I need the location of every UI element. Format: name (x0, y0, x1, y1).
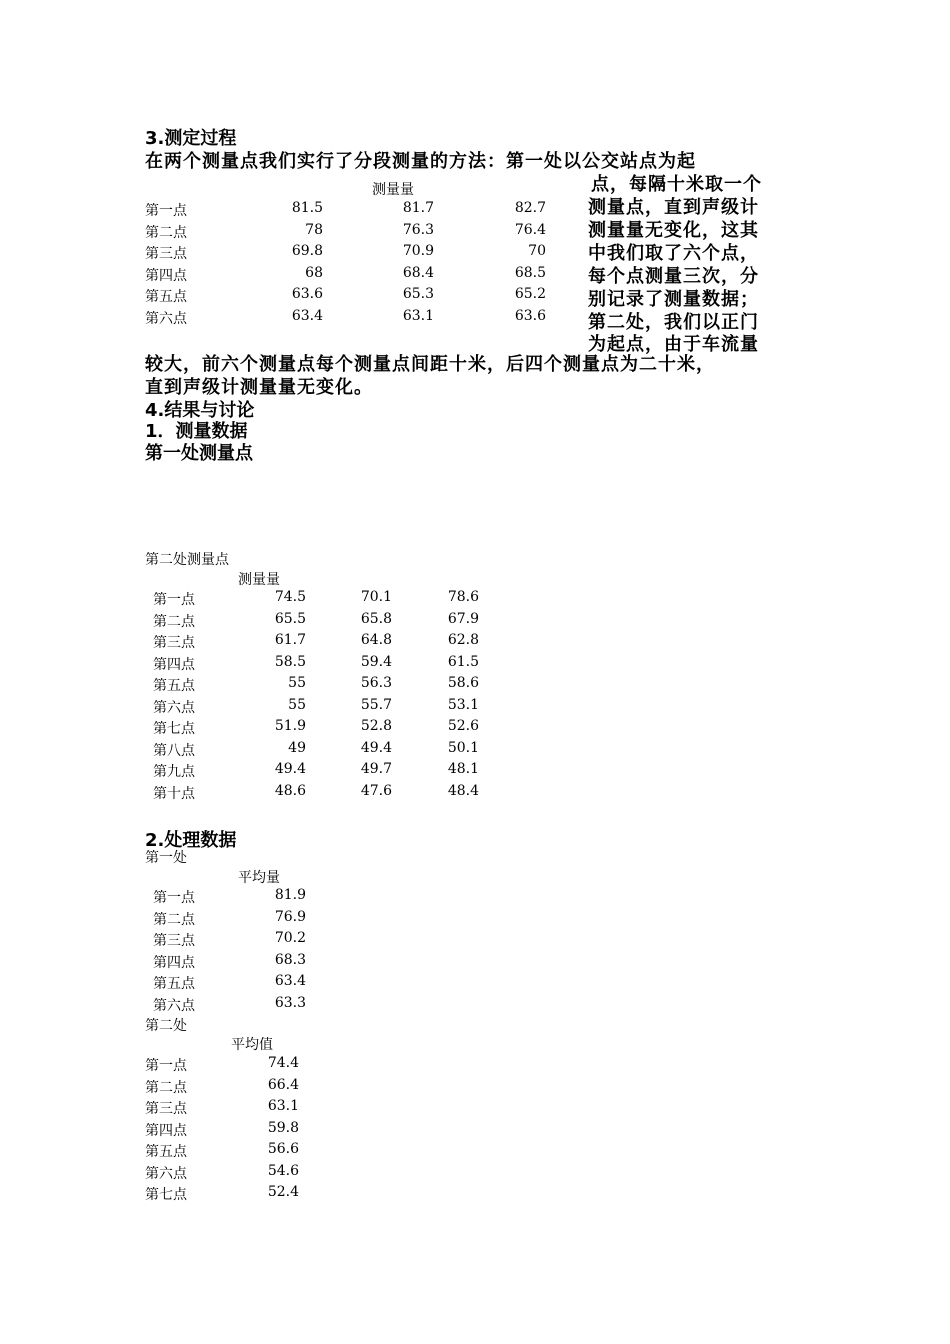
table1-cell: 69.8 (291, 243, 323, 260)
table2-row-label: 第六点 (153, 699, 195, 716)
table1-row-label: 第一点 (145, 203, 187, 219)
section-3-intro: 在两个测量点我们实行了分段测量的方法：第一处以公交站点为起 (145, 151, 696, 172)
table2-cell: 53.1 (447, 696, 479, 713)
table4-row-label: 第五点 (145, 1144, 187, 1160)
side-line: 为起点，由于车流量 (588, 334, 759, 355)
table1-row-label: 第六点 (145, 311, 187, 327)
table2-cell: 65.8 (360, 610, 392, 627)
table2-row-label: 第五点 (153, 678, 195, 694)
table4-row-label: 第一点 (145, 1058, 187, 1074)
table3-row-label: 第四点 (153, 954, 195, 971)
table2-cell: 56.3 (360, 675, 392, 691)
table1-cell: 63.4 (291, 308, 323, 324)
table2-cell: 55 (288, 696, 306, 713)
side-line: 每个点测量三次，分 (588, 266, 759, 287)
section-4-heading: 4.结果与讨论 (145, 400, 255, 421)
table2-cell: 78.6 (447, 589, 479, 605)
table1-cell: 81.5 (291, 200, 323, 216)
section-4-sub2: 第一处测量点 (145, 443, 253, 464)
table2-row-label: 第七点 (153, 721, 195, 737)
table2-cell: 55.7 (360, 696, 392, 713)
table2-cell: 47.6 (360, 782, 392, 799)
table2-row-label: 第一点 (153, 592, 195, 608)
table3-cell: 63.4 (274, 973, 306, 989)
table4-caption: 第二处 (145, 1018, 187, 1034)
table1-header: 测量量 (372, 182, 414, 198)
table3-row-label: 第六点 (153, 997, 195, 1014)
table3-cell: 70.2 (274, 930, 306, 946)
table2-cell: 52.6 (447, 718, 479, 734)
table2-cell: 49.4 (274, 761, 306, 777)
table3-row-label: 第五点 (153, 976, 195, 992)
table1-cell: 82.7 (514, 200, 546, 216)
table2-header: 测量量 (238, 572, 280, 588)
table3-cell: 76.9 (274, 908, 306, 925)
table3-caption: 第一处 (145, 850, 187, 866)
table1-cell: 76.3 (402, 221, 434, 238)
table1-cell: 65.3 (402, 286, 434, 303)
table3-row-label: 第三点 (153, 933, 195, 949)
table2-cell: 59.4 (360, 653, 392, 670)
table3-row-label: 第二点 (153, 911, 195, 928)
table2-row-label: 第九点 (153, 764, 195, 780)
table1-cell: 63.6 (514, 308, 546, 324)
table1-cell: 68.4 (402, 264, 434, 281)
table2-row-label: 第三点 (153, 635, 195, 651)
table2-cell: 70.1 (360, 589, 392, 605)
side-line: 中我们取了六个点， (588, 243, 759, 264)
table2-cell: 65.5 (274, 610, 306, 627)
section-3-tail-2: 直到声级计测量量无变化。 (145, 377, 373, 398)
table1-cell: 70 (528, 243, 546, 260)
table2-row-label: 第八点 (153, 742, 195, 759)
table4-row-label: 第七点 (145, 1187, 187, 1203)
table4-cell: 52.4 (267, 1184, 299, 1200)
table2-cell: 48.4 (447, 782, 479, 799)
table1-row-label: 第四点 (145, 267, 187, 284)
table1-cell: 70.9 (402, 243, 434, 260)
table2-row-label: 第二点 (153, 613, 195, 630)
table2-row-label: 第四点 (153, 656, 195, 673)
table2-cell: 74.5 (274, 589, 306, 605)
table2-cell: 58.6 (447, 675, 479, 691)
table4-row-label: 第四点 (145, 1122, 187, 1139)
table1-cell: 68 (305, 264, 323, 281)
table2-cell: 61.5 (447, 653, 479, 670)
table3-cell: 63.3 (274, 994, 306, 1011)
table4-cell: 66.4 (267, 1076, 299, 1093)
side-line: 第二处，我们以正门 (588, 312, 759, 333)
table4-cell: 74.4 (267, 1055, 299, 1071)
table2-cell: 48.1 (447, 761, 479, 777)
table2-cell: 67.9 (447, 610, 479, 627)
table2-cell: 49.4 (360, 739, 392, 756)
table2-cell: 58.5 (274, 653, 306, 670)
table4-row-label: 第三点 (145, 1101, 187, 1117)
table1-cell: 63.1 (402, 308, 434, 324)
table1-cell: 76.4 (514, 221, 546, 238)
table1-row-label: 第三点 (145, 246, 187, 263)
table2-caption: 第二处测量点 (145, 552, 229, 568)
table3-row-label: 第一点 (153, 890, 195, 906)
table2-cell: 62.8 (447, 632, 479, 648)
table2-cell: 50.1 (447, 739, 479, 756)
side-line: 点，每隔十米取一个 (591, 174, 762, 195)
side-line: 别记录了测量数据； (588, 289, 759, 310)
table1-cell: 68.5 (514, 264, 546, 281)
table2-cell: 49.7 (360, 761, 392, 777)
table4-cell: 59.8 (267, 1119, 299, 1136)
table1-cell: 81.7 (402, 200, 434, 216)
section-3-heading: 3.测定过程 (145, 128, 237, 149)
table4-cell: 56.6 (267, 1141, 299, 1157)
table2-cell: 49 (288, 739, 306, 756)
table4-cell: 54.6 (267, 1162, 299, 1179)
table1-cell: 63.6 (291, 286, 323, 303)
side-line: 测量量无变化，这其 (588, 220, 759, 241)
table4-cell: 63.1 (267, 1098, 299, 1114)
table1-row-label: 第二点 (145, 224, 187, 241)
table1-row-label: 第五点 (145, 289, 187, 306)
section-4-sub1: 1．测量数据 (145, 421, 248, 442)
table4-row-label: 第二点 (145, 1079, 187, 1096)
table4-row-label: 第六点 (145, 1165, 187, 1182)
table2-cell: 64.8 (360, 632, 392, 648)
table3-header: 平均量 (238, 870, 280, 886)
table2-cell: 48.6 (274, 782, 306, 799)
table2-cell: 55 (288, 675, 306, 691)
table1-cell: 65.2 (514, 286, 546, 303)
table3-cell: 81.9 (274, 887, 306, 903)
table3-cell: 68.3 (274, 951, 306, 968)
table2-cell: 61.7 (274, 632, 306, 648)
table2-cell: 51.9 (274, 718, 306, 734)
table4-header: 平均值 (231, 1037, 273, 1053)
table2-row-label: 第十点 (153, 785, 195, 802)
side-line: 测量点，直到声级计 (588, 197, 759, 218)
section-3-tail-1: 较大，前六个测量点每个测量点间距十米，后四个测量点为二十米， (145, 354, 715, 375)
section-2-heading: 2.处理数据 (145, 830, 237, 851)
table1-cell: 78 (305, 221, 323, 238)
table2-cell: 52.8 (360, 718, 392, 734)
